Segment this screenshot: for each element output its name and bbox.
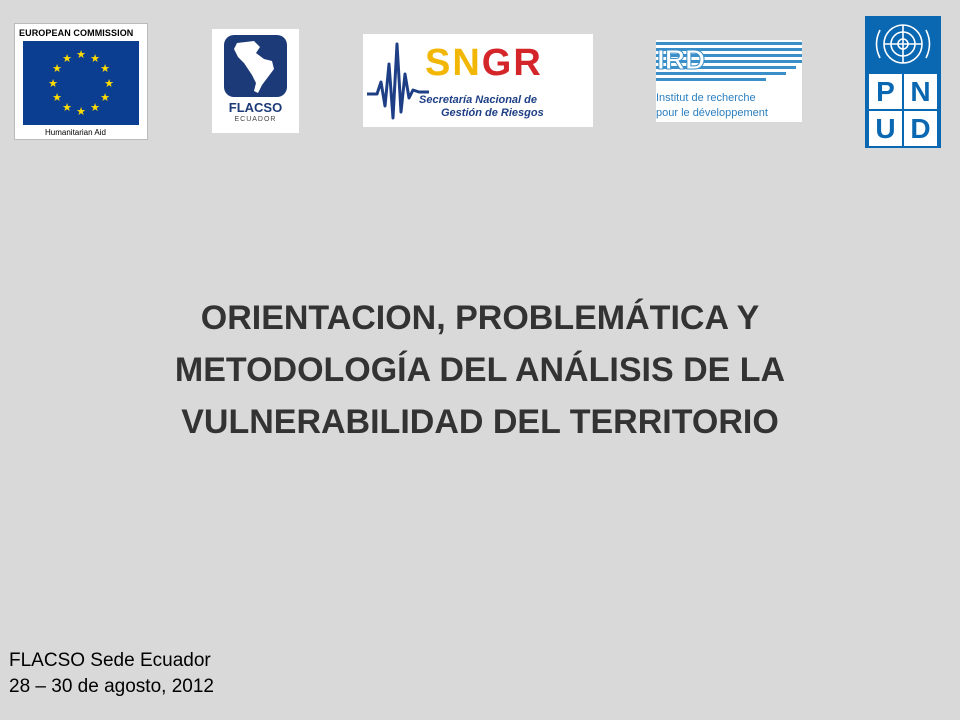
svg-text:★: ★ — [52, 91, 62, 104]
svg-text:★: ★ — [76, 48, 86, 61]
flacso-logo — [212, 29, 299, 133]
sngr-letters-right: GR — [481, 42, 543, 84]
eu-logo-caption: Humanitarian Aid — [45, 128, 106, 137]
pnud-letter-n: N — [904, 74, 937, 109]
un-emblem-icon — [865, 16, 941, 72]
footer-venue: FLACSO Sede Ecuador — [9, 650, 211, 671]
ird-logo-line2: pour le développement — [656, 107, 768, 119]
eu-logo-heading: EUROPEAN COMMISSION — [19, 28, 134, 38]
svg-text:★: ★ — [52, 62, 62, 75]
slide-title — [60, 292, 900, 448]
svg-text:★: ★ — [90, 101, 100, 114]
flacso-map-icon — [212, 29, 299, 101]
eu-humanitarian-aid-logo — [14, 23, 148, 140]
sngr-logo-line1: Secretaría Nacional de — [419, 94, 538, 106]
slide-title-line2: METODOLOGÍA DEL ANÁLISIS DE LA — [174, 351, 786, 389]
pnud-logo — [865, 16, 941, 148]
svg-text:★: ★ — [104, 77, 114, 90]
eu-flag-icon — [23, 41, 139, 125]
svg-text:★: ★ — [62, 52, 72, 65]
pnud-letter-u: U — [869, 111, 902, 146]
svg-text:★: ★ — [100, 91, 110, 104]
sngr-logo-line2: Gestión de Riesgos — [441, 107, 544, 119]
svg-text:★: ★ — [100, 62, 110, 75]
slide-title-line3: VULNERABILIDAD DEL TERRITORIO — [181, 403, 779, 441]
sngr-logo — [363, 34, 593, 127]
footer-date: 28 – 30 de agosto, 2012 — [9, 676, 214, 697]
seismograph-icon — [363, 34, 433, 127]
slide-title-line1: ORIENTACION, PROBLEMÁTICA Y — [200, 299, 760, 337]
pnud-letter-d: D — [904, 111, 937, 146]
flacso-logo-name: FLACSO — [228, 100, 283, 115]
sngr-letters-left: SN — [425, 42, 482, 84]
svg-text:★: ★ — [48, 77, 58, 90]
pnud-letter-p: P — [869, 74, 902, 109]
svg-text:★: ★ — [76, 105, 86, 118]
svg-text:★: ★ — [62, 101, 72, 114]
slide-footer — [9, 648, 214, 700]
flacso-logo-subname: ECUADOR — [234, 116, 277, 123]
ird-logo — [656, 40, 802, 122]
ird-logo-acronym: IRD — [657, 44, 706, 75]
svg-text:★: ★ — [90, 52, 100, 65]
sngr-logo-letters — [425, 42, 543, 85]
ird-logo-line1: Institut de recherche — [656, 92, 756, 104]
